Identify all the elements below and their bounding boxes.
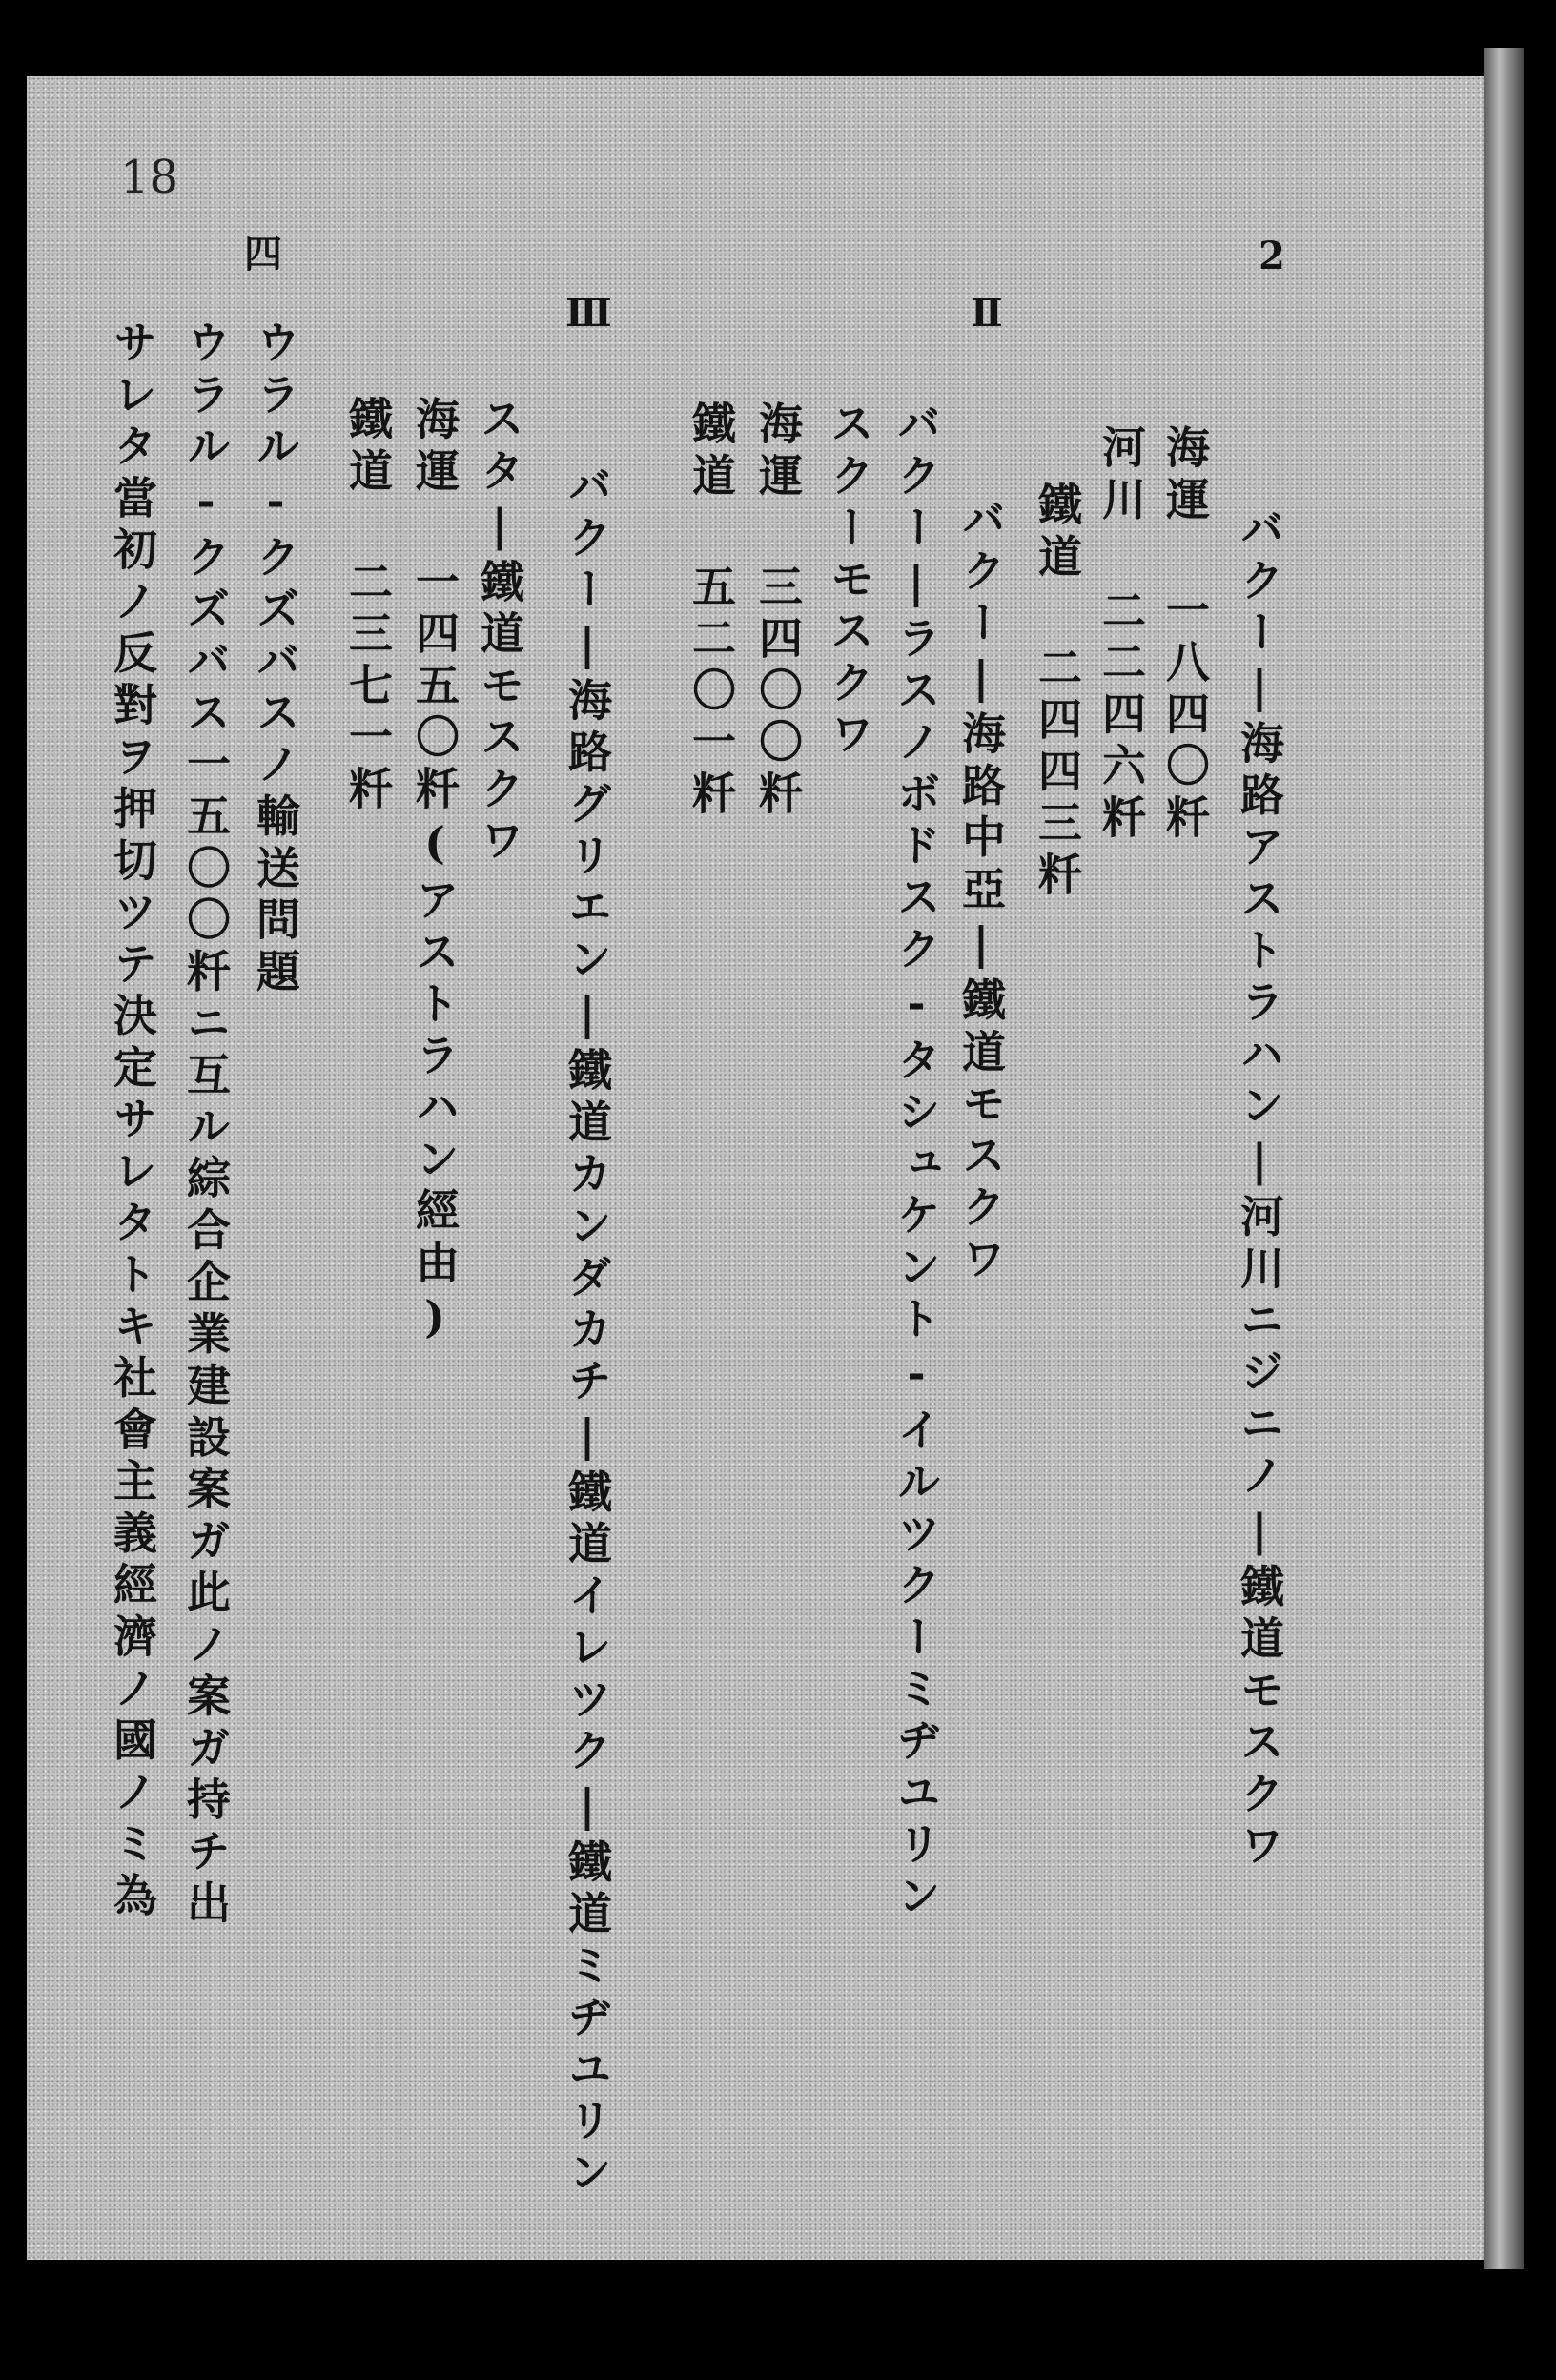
text-column-5: バクー|海路中亞|鐵道モスクワ <box>955 496 1007 1288</box>
section-marker-2: 2 <box>1259 234 1285 278</box>
text-column-2: 海運 一八四〇粁 <box>1159 424 1211 847</box>
text-column-13: 鐵道 二三七一粁 <box>342 396 394 818</box>
text-column-3: 河川 二二四六粁 <box>1095 424 1147 847</box>
text-column-16: サレタ當初ノ反對ヲ押切ツテ決定サレタトキ社會主義經濟ノ國ノミ為 <box>107 319 158 1924</box>
book-page <box>27 76 1484 2260</box>
section-marker-4: 四 <box>244 232 282 277</box>
text-column-1: バクー|海路アストラハン|河川ニジニノ|鐵道モスクワ <box>1234 505 1285 1875</box>
text-column-4: 鐵道 二四四三粁 <box>1032 482 1083 904</box>
text-column-14: ウラル-クズバスノ輸送問題 <box>250 319 301 1000</box>
text-column-9: 鐵道 五二〇一粁 <box>686 400 737 823</box>
section-marker-roman-3: Ⅲ <box>565 291 612 336</box>
page-number: 18 <box>120 151 179 204</box>
text-column-6: バクー|ラスノボドスク-タシュケント-イルツクーミヂユリン <box>891 400 942 1925</box>
text-column-10: バクー|海路グリエン|鐵道カンダカチ|鐵道イレツク|鐵道ミヂユリン <box>562 462 613 2202</box>
text-column-8: 海運 三四〇〇粁 <box>752 400 804 823</box>
text-column-12: 海運 一四五〇粁(アストラハン經由) <box>409 396 461 1351</box>
text-column-15: ウラル-クズバス一五〇〇粁ニ互ル綜合企業建設案ガ此ノ案ガ持チ出 <box>180 319 232 1932</box>
text-column-11: スタ|鐵道モスクワ <box>474 396 525 870</box>
text-column-7: スクーモスクワ <box>824 400 875 763</box>
section-marker-roman-2: Ⅱ <box>971 291 1003 336</box>
book-spine <box>1484 48 1524 2269</box>
